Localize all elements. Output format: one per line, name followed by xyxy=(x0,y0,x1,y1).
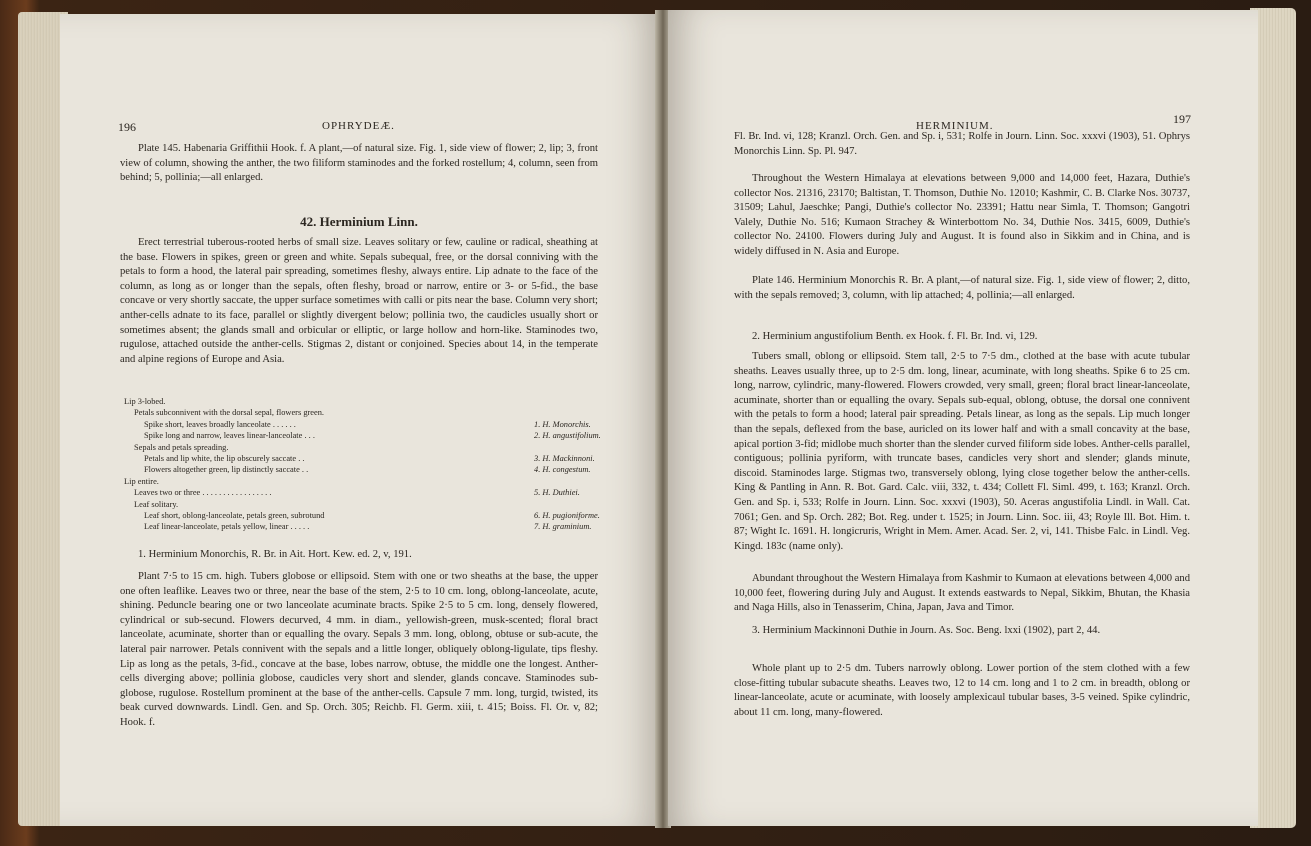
key-row-text: Leaf solitary. xyxy=(134,499,179,509)
key-row xyxy=(124,419,604,430)
key-row-text: Petals subconnivent with the dorsal sepal, flowers green. xyxy=(134,408,325,418)
species-2-title: 2. Herminium angustifolium Benth. ex Hook. f. Fl. Br. Ind. vi, 129. xyxy=(752,331,1038,342)
key-row xyxy=(124,510,604,521)
species-3-title: 3. Herminium Mackinnoni Duthie in Journ. As. Soc. Beng. lxxi (1902), part 2, 44. xyxy=(752,625,1101,636)
right-page xyxy=(668,10,1258,826)
key-row xyxy=(124,430,604,441)
distribution-2: Abundant throughout the Western Himalaya from Kashmir to Kumaon at elevations between 4,000 and 10,000 feet, flowering during July and August. It extends eastwards to Nepal, Sikkim, Bhutan, the Khasia and Naga Hills, also in Tenasserim, China, Japan, Java and Timor. xyxy=(734,573,1190,614)
page-number: 196 xyxy=(118,120,136,134)
left-page xyxy=(60,14,660,826)
key-species-name: 1. H. Monorchis. xyxy=(534,419,591,429)
plate-146-caption: Plate 146. Herminium Monorchis R. Br. A plant,—of natural size. Fig. 1, side view of flower; 2, ditto, with the sepals removed; 3, column, with lip attached; 4, pollinia;—all enlarged. xyxy=(734,275,1190,301)
distribution-1: Throughout the Western Himalaya at elevations between 9,000 and 14,000 feet, Hazara, Duthie's collector Nos. 21316, 23170; Baltistan, T. Thomson, Duthie No. 12010; Kashmir, C. B. Clarke Nos. 30737, 31509; Lahul, Jaeschke; Pangi, Duthie's collector No. 23391; Hattu near Simla, T. Thomson; Gangotri Valely, Duthie No. 516; Kumaon Strachey & Winterbottom No. 34, Duthie Nos. 3415, 6009, Duthie's collector No. 24100. Flowers during July and August. It is found also in Sikkim and in China, and is widely diffused in N. Asia and Europe. xyxy=(734,173,1190,257)
species-1-description: Plant 7·5 to 15 cm. high. Tubers globose or ellipsoid. Stem with one or two sheaths at the base, the upper one often leaflike. Leaves two or three, near the base of the stem, 2·5 to 10 cm. long, oblong-lanceolate, acute, shining. Peduncle bearing one or two lanceolate acuminate bracts. Spike 2·5 to 5 cm. long, densely flowered, cylindrical or sub-secund. Flowers decurved, 4 mm. in diam., yellowish-green, musk-scented; floral bract lanceolate, acuminate, shorter than or equalling the ovary. Sepals 3 mm. long, oblong, obtuse or sub-acute, the lateral pair narrower. Petals connivent with the sepals and a little longer, obliquely oblong-ligulate, tips fleshy. Lip as long as the petals, 3-fid., concave at the base, lobes narrow, obtuse, the middle one the longest. Anther-cells diverging above; pollinia globose, caudicles very short and slender, glands concave. Staminodes sub-globose, rugulose. Rostellum prominent at the base of the anther-cells. Capsule 7 mm. long, turgid, twisted, its beak curved downwards. Lindl. Gen. and Sp. Orch. 305; Reichb. Fl. Germ. xiii, t. 415; Boiss. Fl. Or. v, 82; Hook. f. xyxy=(120,571,598,728)
key-row-text: Spike long and narrow, leaves linear-lanceolate . . . xyxy=(144,431,315,441)
key-row-text: Leaves two or three . . . . . . . . . . . . . . . . . xyxy=(134,488,272,498)
key-row-text: Flowers altogether green, lip distinctly saccate . . xyxy=(144,465,309,475)
genus-description: Erect terrestrial tuberous-rooted herbs of small size. Leaves solitary or few, cauline or radical, sheathing at the base. Flowers in spikes, green or green and white. Sepals subequal, free, or the dorsal conniving with the petals to form a hood, the lateral pair spreading, sometimes fleshy, always entire. Lip adnate to the face of the column, as long as or longer than the sepals, often fleshy, broad or narrow, entire or 3- or 5-fid., the base concave or very shortly saccate, the upper surface sometimes with calli or pits near the base. Column very short; anther-cells adnate to its face, parallel or slightly divergent below; pollinia two, the caudicles usually short or sometimes absent; the glands small and orbicular or elliptic, or large hollow and horn-like. Staminodes two, rugulose, attached outside the anther-cells. Stigmas 2, distant or conjoined. Species about 14, in the temperate and alpine regions of Europe and Asia. xyxy=(120,237,598,365)
plate-145-caption: Plate 145. Habenaria Griffithii Hook. f. A plant,—of natural size. Fig. 1, side view of flower; 2, lip; 3, front view of column, showing the anther, the two filiform staminodes and the forked rostellum; 4, column, seen from behind; 5, pollinia;—all enlarged. xyxy=(120,143,598,184)
key-species-name: 7. H. graminium. xyxy=(534,522,592,532)
key-species-name: 2. H. angustifolium. xyxy=(534,431,601,441)
key-row-text: Leaf short, oblong-lanceolate, petals green, subrotund xyxy=(144,510,325,520)
genus-heading: 42. Herminium Linn. xyxy=(300,214,418,229)
key-row xyxy=(124,442,604,453)
species-3-description: Whole plant up to 2·5 dm. Tubers narrowly oblong. Lower portion of the stem clothed with a few close-fitting tubular subacute sheaths. Leaves two, 12 to 14 cm. long and 1 to 2 cm. in breadth, oblong or linear-lanceolate, acute or acuminate, with loosely amplexicaul tubular bases, 3-5 veined. Spike cylindric, about 11 cm. long, many-flowered. xyxy=(734,663,1190,718)
key-row xyxy=(124,487,604,498)
key-row xyxy=(124,453,604,464)
key-row-text: Leaf linear-lanceolate, petals yellow, linear . . . . . xyxy=(144,522,310,532)
running-head: OPHRYDEÆ. xyxy=(322,120,395,132)
running-head: HERMINIUM. xyxy=(916,120,994,132)
key-row-text: Sepals and petals spreading. xyxy=(134,442,229,452)
key-row xyxy=(124,396,604,407)
key-row xyxy=(124,464,604,475)
key-species-name: 6. H. pugioniforme. xyxy=(534,510,600,520)
species-key xyxy=(124,396,604,533)
key-species-name: 4. H. congestum. xyxy=(534,465,591,475)
continuation-text: Fl. Br. Ind. vi, 128; Kranzl. Orch. Gen. and Sp. i, 531; Rolfe in Journ. Linn. Soc. xxxvi (1903), 51. Ophrys Monorchis Linn. Sp. Pl. 947. xyxy=(734,131,1190,157)
species-1-title: 1. Herminium Monorchis, R. Br. in Ait. Hort. Kew. ed. 2, v, 191. xyxy=(138,549,412,560)
key-species-name: 3. H. Mackinnoni. xyxy=(534,453,595,463)
key-row-text: Spike short, leaves broadly lanceolate . . . . . . xyxy=(144,419,296,429)
key-row xyxy=(124,407,604,418)
key-row xyxy=(124,521,604,532)
key-row-text: Petals and lip white, the lip obscurely saccate . . xyxy=(144,453,305,463)
key-row-text: Lip 3-lobed. xyxy=(124,397,166,406)
key-species-name: 5. H. Duthiei. xyxy=(534,488,580,498)
page-number: 197 xyxy=(1173,112,1191,126)
key-row xyxy=(124,499,604,510)
key-row-text: Lip entire. xyxy=(124,476,159,486)
species-2-description: Tubers small, oblong or ellipsoid. Stem tall, 2·5 to 7·5 dm., clothed at the base with acute tubular sheaths. Leaves usually three, up to 2·5 dm. long, linear, acuminate, with long sheaths. Spike 6 to 25 cm. long, narrow, cylindric, many-flowered. Flowers crowded, very small, green; floral bract linear-lanceolate, acuminate, shorter than or equalling the ovary. Sepals sub-equal, oblong, obtuse, the dorsal one connivent with the petals to form a hood; lateral pair spreading. Petals linear, as long as the sepals. Lip much longer than the sepals, deflexed from the base, auricled on its lower half and with a small concavity at the base, apical portion 3-fid; midlobe much shorter than the slender curved filiform side lobes. Anther-cells parallel, contiguous; pollinia pyriform, with truncate bases, candicles very short and slender; glands minute, discoid. Staminodes large. Stigmas two, transversely oblong, lying close together below the anther-cells. King & Pantling in Ann. R. Bot. Gard. Calc. viii, 332, t. 434; Collett Fl. Siml. 499, t. 163; Kranzl. Orch. Gen. and Sp. i, 533; Rolfe in Journ. Linn. Soc. xxxvi (1903), 50. Aceras angustifolia Lindl. in Wall. Cat. 7061; Gen. and Sp. Orch. 282; Bot. Reg. under t. 1525; in Journ. Linn. Soc. iii, 43; Royle Ill. Bot. Him. t. 87; Wight Ic. 1691. H. longicruris, Wright in Mem. Amer. Acad. Ser. 2, vi, 141. Thisbe Falc. in Lindl. Veg. Kingd. 183c (name only). xyxy=(734,351,1190,552)
key-row xyxy=(124,476,604,487)
